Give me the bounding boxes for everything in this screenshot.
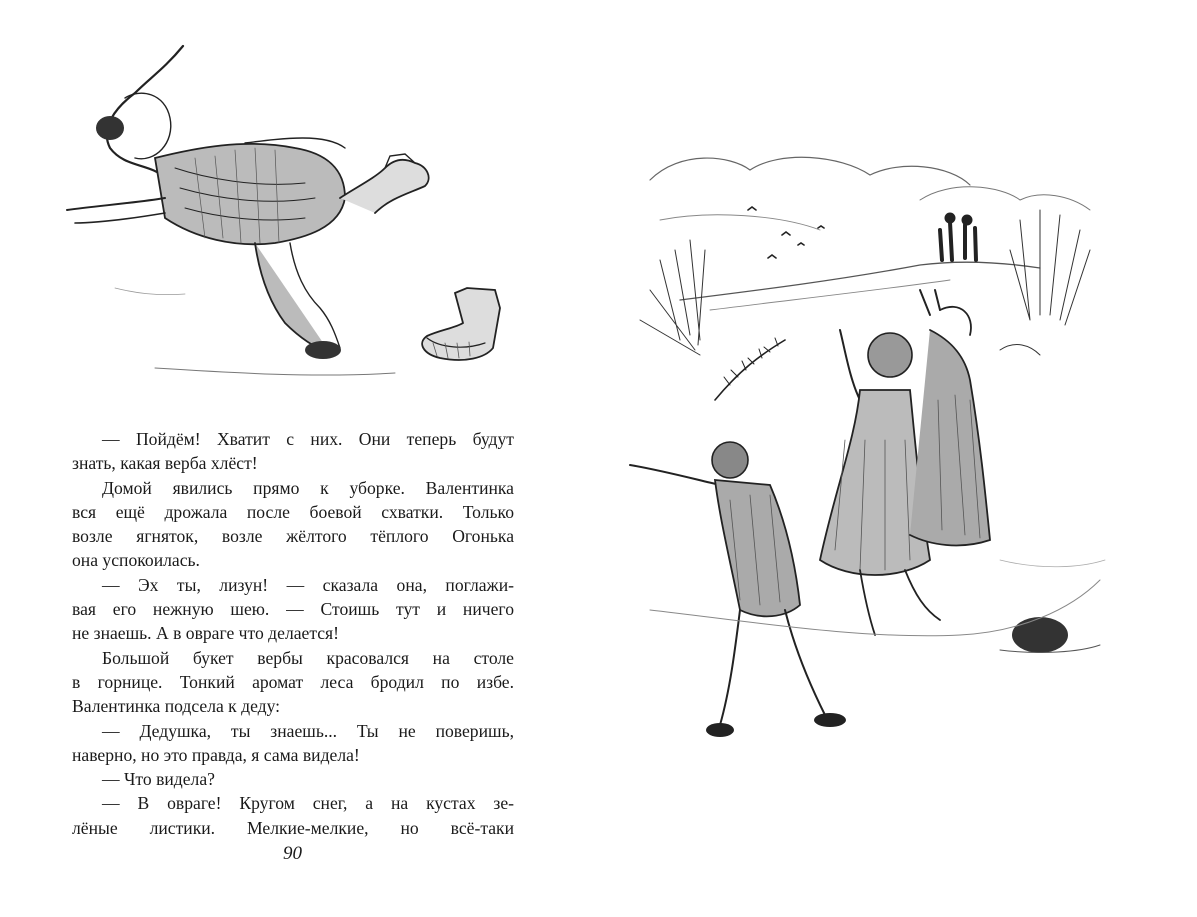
text-line: — Эх ты, лизун! — сказала она, поглажи- [102,574,514,595]
text-line: лёные листики. Мелкие-мелкие, но всё-таки [72,817,514,838]
text-line: — В овраге! Кругом снег, а на кустах зе- [102,793,514,814]
text-line: не знаешь. А в овраге что делается! [72,623,340,644]
body-text [72,427,514,840]
text-line: вая его нежную шею. — Стоишь тут и ничего [72,599,514,620]
text-line: — Дедушка, ты знаешь... Ты не поверишь, [102,720,514,741]
text-line: Домой явились прямо к уборке. Валентинка [102,477,514,498]
page-number: 90 [283,843,302,864]
text-line: — Что видела? [102,769,215,790]
text-line: наверно, но это правда, я сама видела! [72,744,360,765]
illustration-running-figure [55,38,535,388]
text-line: Большой букет вербы красовался на столе [102,647,514,668]
illustration-children-ravine [620,140,1120,760]
text-line: в горнице. Тонкий аромат леса бродил по избе. [72,671,514,692]
text-line: — Пойдём! Хватит с них. Они теперь будут [102,429,514,449]
text-line: знать, какая верба хлёст! [72,453,258,474]
text-line: Валентинка подсела к деду: [72,696,281,717]
text-line: вся ещё дрожала после боевой схватки. Только [72,501,514,522]
text-line: возле ягняток, возле жёлтого тёплого Огонька [72,526,514,547]
text-line: она успокоилась. [72,550,200,571]
